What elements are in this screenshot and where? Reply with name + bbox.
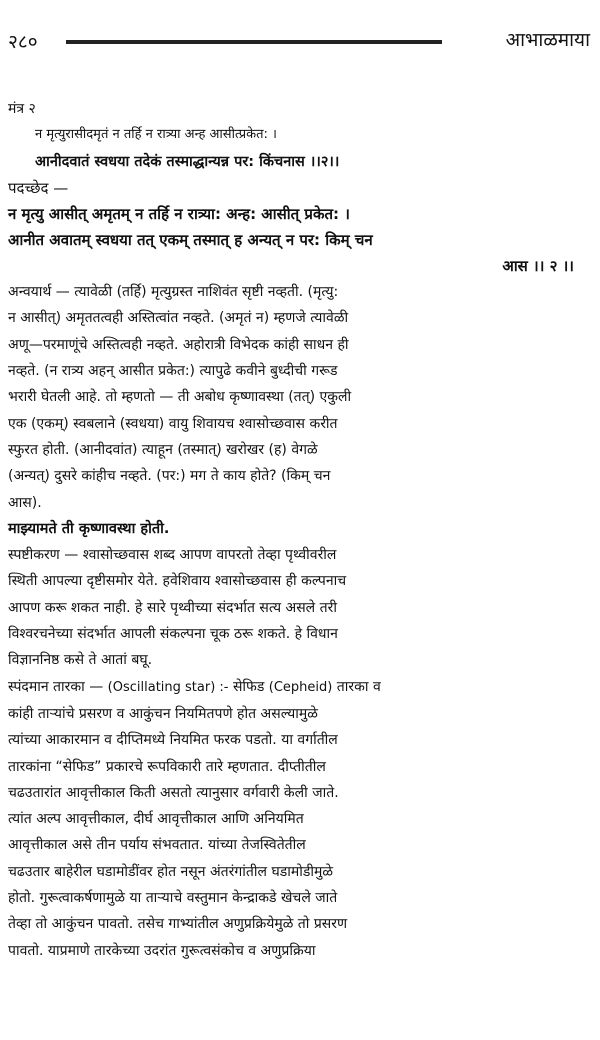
text-line: विज्ञाननिष्ठ कसे ते आतां बघू. <box>8 652 153 669</box>
anvayartha-paragraph <box>8 279 592 516</box>
text-line: तेव्हा तो आकुंचन पावतो. तसेच गाभ्यांतील अणुप्रक्रियेमुळे तो प्रसरण <box>8 916 348 933</box>
text-line: स्फुरत होती. (आनीदवांत) त्याहून (तस्मात्) खरोखर (ह) वेगळे <box>8 441 318 458</box>
text-line: न आसीत्) अमृततत्वही अस्तित्वांत नव्हते. (अमृतं न) म्हणजे त्यावेळी <box>8 310 349 327</box>
running-title: आभाळमाया <box>505 29 590 51</box>
text-line: होतो. गुरूत्वाकर्षणामुळे या ताऱ्याचे वस्तुमान केन्द्राकडे खेचले जाते <box>8 890 338 907</box>
padaccheda-line-1: न मृत्यु आसीत् अमृतम् न तर्हि न रात्र्या: अन्ह: आसीत् प्रकेत: । <box>8 205 350 224</box>
text-line: विश्वरचनेच्या संदर्भात आपली संकल्पना चूक ठरू शकते. हे विधान <box>8 626 338 643</box>
text-line: अणू—परमाणूंचे अस्तित्वही नव्हते. अहोरात्री विभेदक कांही साधन ही <box>8 336 349 353</box>
text-line <box>8 674 592 701</box>
text-line: अन्वयार्थ — त्यावेळी (तर्हि) मृत्युग्रस्त नाशिवंत सृष्टी नव्हती. (मृत्यु: <box>8 284 339 301</box>
mantra-line-2: आनीदवातं स्वधया तदेकं तस्माद्धान्यन्न पर: किंचनास ।।२।। <box>35 153 340 170</box>
page-header <box>8 20 592 60</box>
oscillating-star-term: (Oscillating star) :- <box>107 679 229 695</box>
text-line: स्पष्टीकरण — श्वासोच्छवास शब्द आपण वापरतो तेव्हा पृथ्वीवरील <box>8 547 337 564</box>
text-line: चढउतार बाहेरील घडामोडींवर होत नसून अंतरंगांतील घडामोडीमुळे <box>8 863 333 880</box>
cepheid-term: (Cepheid) <box>268 679 333 695</box>
line-end: तारका व <box>332 678 381 695</box>
text-line: पावतो. याप्रमाणे तारकेच्या उदरांत गुरूत्वसंकोच व अणुप्रक्रिया <box>8 942 316 959</box>
padaccheda-label: पदच्छेद — <box>8 178 69 197</box>
header-rule <box>66 40 442 44</box>
padaccheda-line-2: आनीत अवातम् स्वधया तत् एकम् तस्मात् ह अन्यत् न पर: किम् चन <box>8 231 373 250</box>
page-body <box>8 96 592 964</box>
mantra-label: मंत्र २ <box>8 101 36 117</box>
mantra-line-1: न मृत्युरासीदमृतं न तर्हि न रात्र्या अन्ह आसीत्प्रकेत: । <box>35 127 277 143</box>
text-line: तारकांना “सेफिड” प्रकारचे रूपविकारी तारे म्हणतात. दीप्तीतील <box>8 758 326 775</box>
opinion-heading: माझ्यामते ती कृष्णावस्था होती. <box>8 520 170 537</box>
text-line: एक (एकम्) स्वबलाने (स्वधया) वायु शिवायच श्वासोच्छवास करीत <box>8 415 338 432</box>
text-line: चढउतारांत आवृत्तीकाल किती असतो त्यानुसार वर्गवारी केली जाते. <box>8 784 339 801</box>
spashtikaran-paragraph <box>8 542 592 673</box>
text-line: नव्हते. (न रात्र्य अहन् आसीत प्रकेत:) त्यापुढे कवीने बुध्दीची गरूड <box>8 363 338 380</box>
text-line: कांही ताऱ्यांचे प्रसरण व आकुंचन नियमितपणे होत असल्यामुळे <box>8 705 318 722</box>
text-line: आस). <box>8 494 42 511</box>
text-line: त्यांत अल्प आवृत्तीकाल, दीर्घ आवृत्तीकाल आणि अनियमित <box>8 811 304 828</box>
padaccheda-line-3: आस ।। २ ।। <box>502 257 574 276</box>
spandaman-term: स्पंदमान तारका — <box>8 678 108 695</box>
text-line: आवृत्तीकाल असे तीन पर्याय संभवतात. यांच्या तेजस्वितेतील <box>8 837 306 854</box>
cepheid-devanagari: सेफिड <box>228 678 269 695</box>
spandaman-paragraph <box>8 674 592 964</box>
text-line: भरारी घेतली आहे. तो म्हणतो — ती अबोध कृष्णावस्था (तत्) एकुली <box>8 389 352 406</box>
text-line: स्थिती आपल्या दृष्टीसमोर येते. हवेशिवाय श्वासोच्छवास ही कल्पनाच <box>8 573 347 590</box>
page-number: २८० <box>8 31 38 53</box>
text-line: (अन्यत्) दुसरे कांहीच नव्हते. (पर:) मग ते काय होते? (किम् चन <box>8 468 331 485</box>
text-line: आपण करू शकत नाही. हे सारे पृथ्वीच्या संदर्भात सत्य असले तरी <box>8 599 337 616</box>
text-line: त्यांच्या आकारमान व दीप्तिमध्ये नियमित फरक पडतो. या वर्गातील <box>8 732 338 749</box>
